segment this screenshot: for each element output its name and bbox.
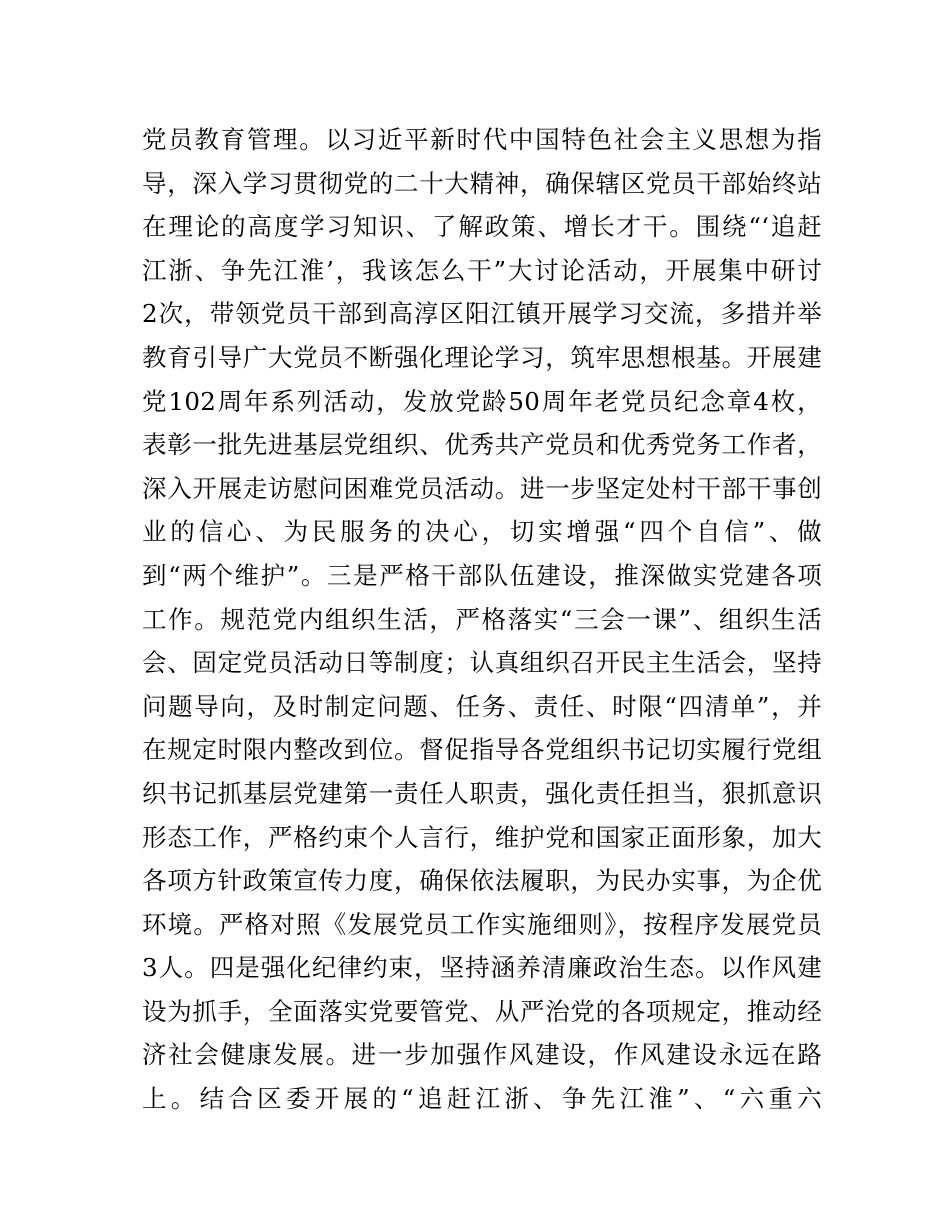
text-line: 环境。严格对照《发展党员工作实施细则》，按程序发展党员 — [142, 909, 822, 939]
text-line: 江浙、争先江淮’，我该怎么干”大讨论活动，开展集中研讨 — [142, 255, 822, 285]
text-line: 工作。规范党内组织生活，严格落实“三会一课”、组织生活 — [142, 604, 822, 634]
text-line: 业的信心、为民服务的决心，切实增强“四个自信”、做 — [142, 517, 822, 547]
text-line: 教育引导广大党员不断强化理论学习，筑牢思想根基。开展建 — [142, 342, 822, 372]
text-line: 党102周年系列活动，发放党龄50周年老党员纪念章4枚， — [142, 386, 822, 416]
text-line: 织书记抓基层党建第一责任人职责，强化责任担当，狠抓意识 — [142, 778, 822, 808]
text-line: 表彰一批先进基层党组织、优秀共产党员和优秀党务工作者， — [142, 430, 822, 460]
text-line: 导，深入学习贯彻党的二十大精神，确保辖区党员干部始终站 — [142, 168, 822, 198]
text-line: 2次，带领党员干部到高淳区阳江镇开展学习交流，多措并举 — [142, 299, 822, 329]
text-line: 深入开展走访慰问困难党员活动。进一步坚定处村干部干事创 — [142, 473, 822, 503]
text-line: 设为抓手，全面落实党要管党、从严治党的各项规定，推动经 — [142, 996, 822, 1026]
text-line: 会、固定党员活动日等制度；认真组织召开民主生活会，坚持 — [142, 648, 822, 678]
text-line: 在规定时限内整改到位。督促指导各党组织书记切实履行党组 — [142, 735, 822, 765]
body-paragraph — [142, 118, 822, 1121]
text-line: 到“两个维护”。三是严格干部队伍建设，推深做实党建各项 — [142, 560, 822, 590]
text-line: 党员教育管理。以习近平新时代中国特色社会主义思想为指 — [142, 125, 822, 154]
text-line: 济社会健康发展。进一步加强作风建设，作风建设永远在路 — [142, 1040, 822, 1070]
text-line: 形态工作，严格约束个人言行，维护党和国家正面形象，加大 — [142, 822, 822, 852]
text-line: 问题导向，及时制定问题、任务、责任、时限“四清单”，并 — [142, 691, 822, 721]
text-line: 在理论的高度学习知识、了解政策、增长才干。围绕“‘追赶 — [142, 212, 822, 242]
text-line: 各项方针政策宣传力度，确保依法履职，为民办实事，为企优 — [142, 866, 822, 896]
text-line: 上。结合区委开展的“追赶江浙、争先江淮”、“六重六 — [142, 1084, 822, 1114]
text-line: 3人。四是强化纪律约束，坚持涵养清廉政治生态。以作风建 — [142, 953, 822, 983]
